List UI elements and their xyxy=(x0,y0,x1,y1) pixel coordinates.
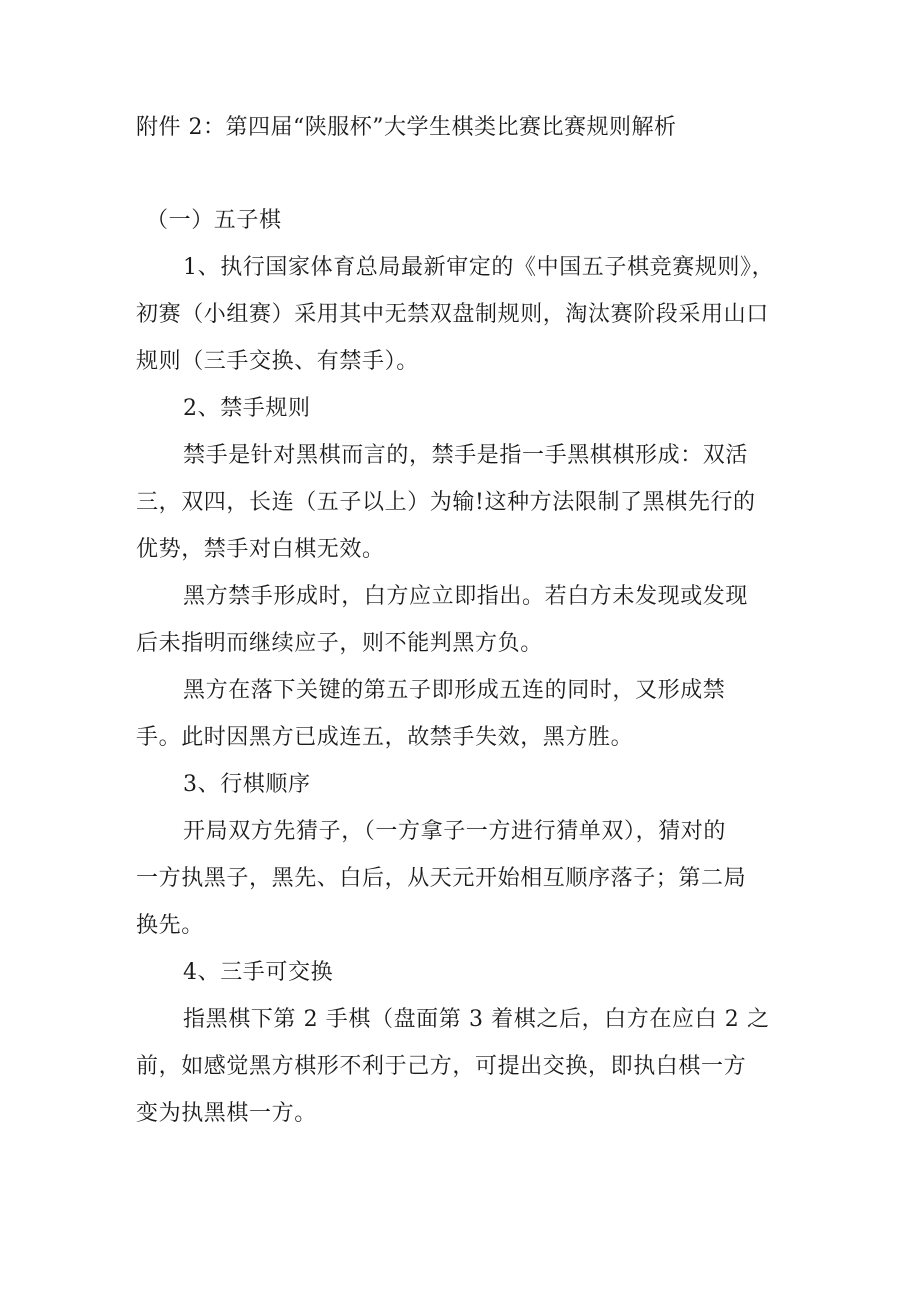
paragraph-line: 开局双方先猜子，（一方拿子一方进行猜单双），猜对的 xyxy=(183,819,727,844)
paragraph-line: 变为执黑棋一方。 xyxy=(136,1101,317,1126)
subsection-heading: 3、行棋顺序 xyxy=(183,772,311,797)
paragraph-line: 后未指明而继续应子，则不能判黑方负。 xyxy=(136,631,543,656)
document-title: 附件 2：第四届“陕服杯”大学生棋类比赛比赛规则解析 xyxy=(136,115,677,140)
paragraph-line: 1、执行国家体育总局最新审定的《中国五子棋竞赛规则》， xyxy=(183,255,775,280)
paragraph-line: 指黑棋下第 2 手棋（盘面第 3 着棋之后，白方在应白 2 之 xyxy=(183,1007,770,1032)
document-body xyxy=(136,197,786,1137)
paragraph-line: 黑方在落下关键的第五子即形成五连的同时，又形成禁 xyxy=(183,678,726,703)
paragraph-line: 规则（三手交换、有禁手）。 xyxy=(136,349,419,374)
paragraph-line: 初赛（小组赛）采用其中无禁双盘制规则，淘汰赛阶段采用山口 xyxy=(136,302,769,327)
paragraph-line: 一方执黑子，黑先、白后，从天元开始相互顺序落子；第二局 xyxy=(136,866,747,891)
paragraph-line: 手。此时因黑方已成连五，故禁手失效，黑方胜。 xyxy=(136,725,634,750)
paragraph-line: 优势，禁手对白棋无效。 xyxy=(136,537,385,562)
paragraph-line: 换先。 xyxy=(136,913,204,938)
paragraph-line: 黑方禁手形成时，白方应立即指出。若白方未发现或发现 xyxy=(183,584,749,609)
subsection-heading: 2、禁手规则 xyxy=(183,396,311,421)
subsection-heading: 4、三手可交换 xyxy=(183,960,334,985)
paragraph-line: 三，双四，长连（五子以上）为输!这种方法限制了黑棋先行的 xyxy=(136,490,756,515)
paragraph-line: 禁手是针对黑棋而言的，禁手是指一手黑棋棋形成：双活 xyxy=(183,443,749,468)
paragraph-line: 前，如感觉黑方棋形不利于己方，可提出交换，即执白棋一方 xyxy=(136,1054,747,1079)
section-heading-gomoku: （一）五子棋 xyxy=(146,208,282,233)
